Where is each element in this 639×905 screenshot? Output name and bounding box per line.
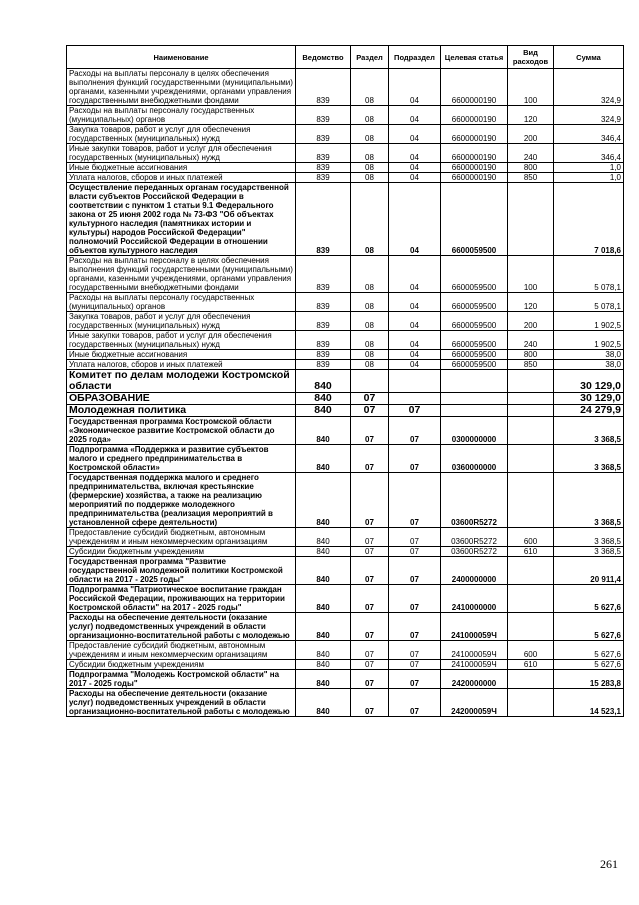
table-row — [67, 106, 624, 125]
cell-celevaya-statya: 0300000000 — [441, 417, 508, 445]
cell-podrazdel: 07 — [389, 585, 441, 613]
cell-summa: 3 368,5 — [554, 547, 624, 557]
cell-summa: 324,9 — [554, 69, 624, 106]
cell-vid-rashodov — [508, 445, 554, 473]
cell-name: Уплата налогов, сборов и иных платежей — [67, 173, 296, 183]
cell-podrazdel: 07 — [389, 417, 441, 445]
cell-celevaya-statya: 6600059500 — [441, 331, 508, 350]
cell-podrazdel — [389, 393, 441, 405]
cell-summa: 15 283,8 — [554, 670, 624, 689]
cell-podrazdel: 07 — [389, 547, 441, 557]
cell-razdel: 07 — [351, 613, 389, 641]
cell-celevaya-statya: 241000059Ч — [441, 660, 508, 670]
cell-vid-rashodov — [508, 613, 554, 641]
cell-celevaya-statya: 6600059500 — [441, 256, 508, 293]
cell-name: Субсидии бюджетным учреждениям — [67, 660, 296, 670]
cell-vid-rashodov — [508, 557, 554, 585]
cell-name: Подпрограмма "Молодежь Костромской области" на 2017 - 2025 годы" — [67, 670, 296, 689]
cell-summa: 38,0 — [554, 350, 624, 360]
cell-vedomstvo: 839 — [296, 144, 351, 163]
cell-summa: 24 279,9 — [554, 405, 624, 417]
table-row — [67, 393, 624, 405]
cell-vid-rashodov: 120 — [508, 293, 554, 312]
cell-name: Иные бюджетные ассигнования — [67, 163, 296, 173]
cell-summa: 7 018,6 — [554, 183, 624, 256]
table-row — [67, 670, 624, 689]
cell-summa: 3 368,5 — [554, 417, 624, 445]
cell-summa: 20 911,4 — [554, 557, 624, 585]
cell-name: Расходы на выплаты персоналу государственных (муниципальных) органов — [67, 293, 296, 312]
cell-podrazdel: 04 — [389, 125, 441, 144]
cell-vedomstvo: 839 — [296, 106, 351, 125]
table-row — [67, 417, 624, 445]
cell-name: Расходы на обеспечение деятельности (оказание услуг) подведомственных учреждений в области организационно-воспитательной работы с молодежью — [67, 613, 296, 641]
cell-vid-rashodov: 200 — [508, 312, 554, 331]
cell-razdel: 08 — [351, 331, 389, 350]
cell-razdel: 08 — [351, 360, 389, 370]
cell-podrazdel: 04 — [389, 183, 441, 256]
cell-celevaya-statya: 03600R5272 — [441, 528, 508, 547]
cell-summa: 5 627,6 — [554, 660, 624, 670]
table-row — [67, 163, 624, 173]
cell-celevaya-statya: 6600000190 — [441, 163, 508, 173]
table-row — [67, 445, 624, 473]
cell-name: Закупка товаров, работ и услуг для обеспечения государственных (муниципальных) нужд — [67, 125, 296, 144]
cell-name: Иные бюджетные ассигнования — [67, 350, 296, 360]
cell-razdel: 08 — [351, 69, 389, 106]
cell-razdel: 07 — [351, 585, 389, 613]
cell-razdel: 08 — [351, 144, 389, 163]
cell-razdel: 08 — [351, 312, 389, 331]
cell-razdel: 07 — [351, 445, 389, 473]
cell-summa: 346,4 — [554, 125, 624, 144]
table-row — [67, 256, 624, 293]
cell-razdel: 08 — [351, 183, 389, 256]
cell-vid-rashodov: 240 — [508, 144, 554, 163]
cell-podrazdel: 07 — [389, 557, 441, 585]
cell-summa: 1 902,5 — [554, 331, 624, 350]
cell-summa: 14 523,1 — [554, 689, 624, 717]
cell-vedomstvo: 840 — [296, 585, 351, 613]
cell-celevaya-statya: 241000059Ч — [441, 613, 508, 641]
cell-vid-rashodov: 100 — [508, 69, 554, 106]
cell-celevaya-statya: 6600059500 — [441, 183, 508, 256]
cell-name: Иные закупки товаров, работ и услуг для обеспечения государственных (муниципальных) нужд — [67, 331, 296, 350]
cell-podrazdel: 04 — [389, 331, 441, 350]
cell-vid-rashodov: 600 — [508, 528, 554, 547]
cell-summa: 30 129,0 — [554, 370, 624, 393]
table-row — [67, 528, 624, 547]
cell-celevaya-statya — [441, 393, 508, 405]
cell-razdel: 08 — [351, 350, 389, 360]
page-number: 261 — [600, 857, 618, 871]
cell-summa: 5 627,6 — [554, 613, 624, 641]
cell-podrazdel — [389, 370, 441, 393]
cell-name: Предоставление субсидий бюджетным, автономным учреждениям и иным некоммерческим организациям — [67, 528, 296, 547]
cell-name: Расходы на выплаты персоналу в целях обеспечения выполнения функций государственными (муниципальными) органами, казенными учреждениями, органами управления государственными внебюджетными фондами — [67, 69, 296, 106]
cell-podrazdel: 07 — [389, 528, 441, 547]
cell-vedomstvo: 840 — [296, 670, 351, 689]
table-header-row — [67, 46, 624, 69]
cell-vedomstvo: 839 — [296, 360, 351, 370]
cell-vedomstvo: 839 — [296, 256, 351, 293]
cell-vedomstvo: 839 — [296, 350, 351, 360]
cell-podrazdel: 07 — [389, 641, 441, 660]
header-vedomstvo: Ведомство — [296, 46, 351, 69]
cell-razdel — [351, 370, 389, 393]
cell-podrazdel: 04 — [389, 256, 441, 293]
table-row — [67, 405, 624, 417]
cell-name: Молодежная политика — [67, 405, 296, 417]
cell-name: Субсидии бюджетным учреждениям — [67, 547, 296, 557]
table-row — [67, 585, 624, 613]
cell-name: ОБРАЗОВАНИЕ — [67, 393, 296, 405]
cell-podrazdel: 04 — [389, 144, 441, 163]
cell-vid-rashodov — [508, 473, 554, 528]
cell-celevaya-statya: 6600000190 — [441, 144, 508, 163]
cell-razdel: 08 — [351, 125, 389, 144]
table-row — [67, 331, 624, 350]
cell-vid-rashodov — [508, 405, 554, 417]
cell-celevaya-statya: 6600000190 — [441, 69, 508, 106]
cell-vid-rashodov: 800 — [508, 350, 554, 360]
table-row — [67, 125, 624, 144]
cell-name: Подпрограмма "Патриотическое воспитание граждан Российской Федерации, проживающих на территории Костромской области" на 2017 - 2025 годы" — [67, 585, 296, 613]
cell-vid-rashodov — [508, 393, 554, 405]
header-summa: Сумма — [554, 46, 624, 69]
cell-summa: 5 078,1 — [554, 256, 624, 293]
cell-vedomstvo: 840 — [296, 405, 351, 417]
cell-vid-rashodov — [508, 183, 554, 256]
cell-vid-rashodov: 800 — [508, 163, 554, 173]
table-row — [67, 144, 624, 163]
cell-vedomstvo: 839 — [296, 312, 351, 331]
table-row — [67, 360, 624, 370]
cell-summa: 324,9 — [554, 106, 624, 125]
cell-name: Государственная программа "Развитие государственной молодежной политики Костромской области на 2017 - 2025 годы" — [67, 557, 296, 585]
cell-name: Государственная программа Костромской области «Экономическое развитие Костромской области до 2025 года» — [67, 417, 296, 445]
cell-vedomstvo: 839 — [296, 173, 351, 183]
cell-celevaya-statya: 6600000190 — [441, 125, 508, 144]
cell-razdel: 07 — [351, 670, 389, 689]
cell-celevaya-statya: 0360000000 — [441, 445, 508, 473]
cell-celevaya-statya: 2420000000 — [441, 670, 508, 689]
cell-name: Предоставление субсидий бюджетным, автономным учреждениям и иным некоммерческим организациям — [67, 641, 296, 660]
cell-name: Иные закупки товаров, работ и услуг для обеспечения государственных (муниципальных) нужд — [67, 144, 296, 163]
header-vid-rashodov: Вид расходов — [508, 46, 554, 69]
cell-celevaya-statya: 6600059500 — [441, 312, 508, 331]
cell-name: Расходы на выплаты персоналу в целях обеспечения выполнения функций государственными (муниципальными) органами, казенными учреждениями, органами управления государственными внебюджетными фондами — [67, 256, 296, 293]
table-row — [67, 350, 624, 360]
cell-vid-rashodov — [508, 670, 554, 689]
cell-podrazdel: 07 — [389, 613, 441, 641]
cell-vedomstvo: 840 — [296, 445, 351, 473]
cell-name: Комитет по делам молодежи Костромской области — [67, 370, 296, 393]
cell-vid-rashodov: 240 — [508, 331, 554, 350]
cell-summa: 5 627,6 — [554, 641, 624, 660]
cell-podrazdel: 07 — [389, 405, 441, 417]
table-row — [67, 641, 624, 660]
table-row — [67, 69, 624, 106]
cell-podrazdel: 04 — [389, 69, 441, 106]
table-row — [67, 183, 624, 256]
cell-vid-rashodov — [508, 370, 554, 393]
cell-vid-rashodov: 610 — [508, 660, 554, 670]
cell-summa: 5 078,1 — [554, 293, 624, 312]
cell-razdel: 08 — [351, 293, 389, 312]
cell-podrazdel: 04 — [389, 293, 441, 312]
cell-vid-rashodov — [508, 585, 554, 613]
cell-vedomstvo: 840 — [296, 393, 351, 405]
table-body — [67, 69, 624, 717]
cell-summa: 346,4 — [554, 144, 624, 163]
cell-vid-rashodov: 850 — [508, 360, 554, 370]
header-celevaya-statya: Целевая статья — [441, 46, 508, 69]
cell-vedomstvo: 840 — [296, 660, 351, 670]
cell-razdel: 08 — [351, 256, 389, 293]
cell-summa: 3 368,5 — [554, 445, 624, 473]
cell-vid-rashodov: 100 — [508, 256, 554, 293]
cell-razdel: 07 — [351, 528, 389, 547]
cell-celevaya-statya: 03600R5272 — [441, 473, 508, 528]
cell-celevaya-statya — [441, 405, 508, 417]
header-podrazdel: Подраздел — [389, 46, 441, 69]
cell-razdel: 08 — [351, 173, 389, 183]
cell-vedomstvo: 839 — [296, 125, 351, 144]
cell-vid-rashodov — [508, 417, 554, 445]
cell-vedomstvo: 840 — [296, 370, 351, 393]
header-razdel: Раздел — [351, 46, 389, 69]
cell-celevaya-statya: 2410000000 — [441, 585, 508, 613]
cell-vedomstvo: 840 — [296, 557, 351, 585]
cell-podrazdel: 07 — [389, 689, 441, 717]
cell-razdel: 08 — [351, 163, 389, 173]
cell-celevaya-statya: 6600000190 — [441, 173, 508, 183]
table-row — [67, 293, 624, 312]
cell-razdel: 07 — [351, 689, 389, 717]
cell-celevaya-statya: 6600059500 — [441, 293, 508, 312]
cell-razdel: 07 — [351, 393, 389, 405]
table-row — [67, 473, 624, 528]
cell-razdel: 07 — [351, 473, 389, 528]
cell-vedomstvo: 840 — [296, 417, 351, 445]
cell-podrazdel: 04 — [389, 360, 441, 370]
cell-podrazdel: 04 — [389, 350, 441, 360]
cell-razdel: 07 — [351, 641, 389, 660]
cell-celevaya-statya: 6600000190 — [441, 106, 508, 125]
cell-razdel: 07 — [351, 547, 389, 557]
cell-vedomstvo: 840 — [296, 641, 351, 660]
cell-vedomstvo: 840 — [296, 689, 351, 717]
cell-razdel: 08 — [351, 106, 389, 125]
cell-celevaya-statya: 242000059Ч — [441, 689, 508, 717]
header-name: Наименование — [67, 46, 296, 69]
cell-summa: 3 368,5 — [554, 528, 624, 547]
cell-name: Подпрограмма «Поддержка и развитие субъектов малого и среднего предпринимательства в Костромской области» — [67, 445, 296, 473]
cell-podrazdel: 04 — [389, 163, 441, 173]
cell-vid-rashodov: 610 — [508, 547, 554, 557]
cell-name: Осуществление переданных органам государственной власти субъектов Российской Федерации в соответствии с пунктом 1 статьи 9.1 Федерального закона от 25 июня 2002 года № 73-ФЗ "Об объектах культурного наследия (памятниках истории и культуры) народов Российской Федерации" полномочий Российской Федерации в отношении объектов культурного наследия — [67, 183, 296, 256]
cell-celevaya-statya: 6600059500 — [441, 360, 508, 370]
cell-name: Государственная поддержка малого и среднего предпринимательства, включая крестьянские (фермерские) хозяйства, а также на реализацию мероприятий по поддержке молодежного предпринимательства (реализация мероприятий в установленной сфере деятельности) — [67, 473, 296, 528]
table-row — [67, 312, 624, 331]
cell-vedomstvo: 840 — [296, 473, 351, 528]
cell-vid-rashodov: 600 — [508, 641, 554, 660]
cell-vedomstvo: 839 — [296, 163, 351, 173]
table-row — [67, 689, 624, 717]
cell-podrazdel: 04 — [389, 106, 441, 125]
cell-summa: 5 627,6 — [554, 585, 624, 613]
cell-celevaya-statya: 03600R5272 — [441, 547, 508, 557]
table-row — [67, 173, 624, 183]
cell-celevaya-statya: 241000059Ч — [441, 641, 508, 660]
cell-vid-rashodov — [508, 689, 554, 717]
cell-vedomstvo: 839 — [296, 331, 351, 350]
cell-name: Расходы на обеспечение деятельности (оказание услуг) подведомственных учреждений в области организационно-воспитательной работы с молодежью — [67, 689, 296, 717]
cell-vedomstvo: 839 — [296, 183, 351, 256]
cell-podrazdel: 07 — [389, 473, 441, 528]
cell-podrazdel: 07 — [389, 445, 441, 473]
cell-celevaya-statya: 2400000000 — [441, 557, 508, 585]
table-row — [67, 370, 624, 393]
cell-summa: 3 368,5 — [554, 473, 624, 528]
table-row — [67, 613, 624, 641]
cell-razdel: 07 — [351, 417, 389, 445]
cell-razdel: 07 — [351, 405, 389, 417]
cell-summa: 38,0 — [554, 360, 624, 370]
cell-podrazdel: 07 — [389, 670, 441, 689]
cell-summa: 1,0 — [554, 173, 624, 183]
cell-celevaya-statya — [441, 370, 508, 393]
cell-vid-rashodov: 850 — [508, 173, 554, 183]
cell-vedomstvo: 839 — [296, 293, 351, 312]
cell-name: Уплата налогов, сборов и иных платежей — [67, 360, 296, 370]
cell-razdel: 07 — [351, 660, 389, 670]
cell-vid-rashodov: 200 — [508, 125, 554, 144]
cell-razdel: 07 — [351, 557, 389, 585]
table-row — [67, 557, 624, 585]
cell-vedomstvo: 840 — [296, 613, 351, 641]
cell-name: Расходы на выплаты персоналу государственных (муниципальных) органов — [67, 106, 296, 125]
cell-vedomstvo: 840 — [296, 547, 351, 557]
cell-podrazdel: 04 — [389, 173, 441, 183]
budget-table — [66, 45, 624, 717]
cell-summa: 30 129,0 — [554, 393, 624, 405]
cell-vedomstvo: 839 — [296, 69, 351, 106]
table-row — [67, 547, 624, 557]
cell-podrazdel: 04 — [389, 312, 441, 331]
cell-name: Закупка товаров, работ и услуг для обеспечения государственных (муниципальных) нужд — [67, 312, 296, 331]
cell-summa: 1 902,5 — [554, 312, 624, 331]
cell-vid-rashodov: 120 — [508, 106, 554, 125]
table-row — [67, 660, 624, 670]
cell-vedomstvo: 840 — [296, 528, 351, 547]
cell-summa: 1,0 — [554, 163, 624, 173]
cell-celevaya-statya: 6600059500 — [441, 350, 508, 360]
cell-podrazdel: 07 — [389, 660, 441, 670]
